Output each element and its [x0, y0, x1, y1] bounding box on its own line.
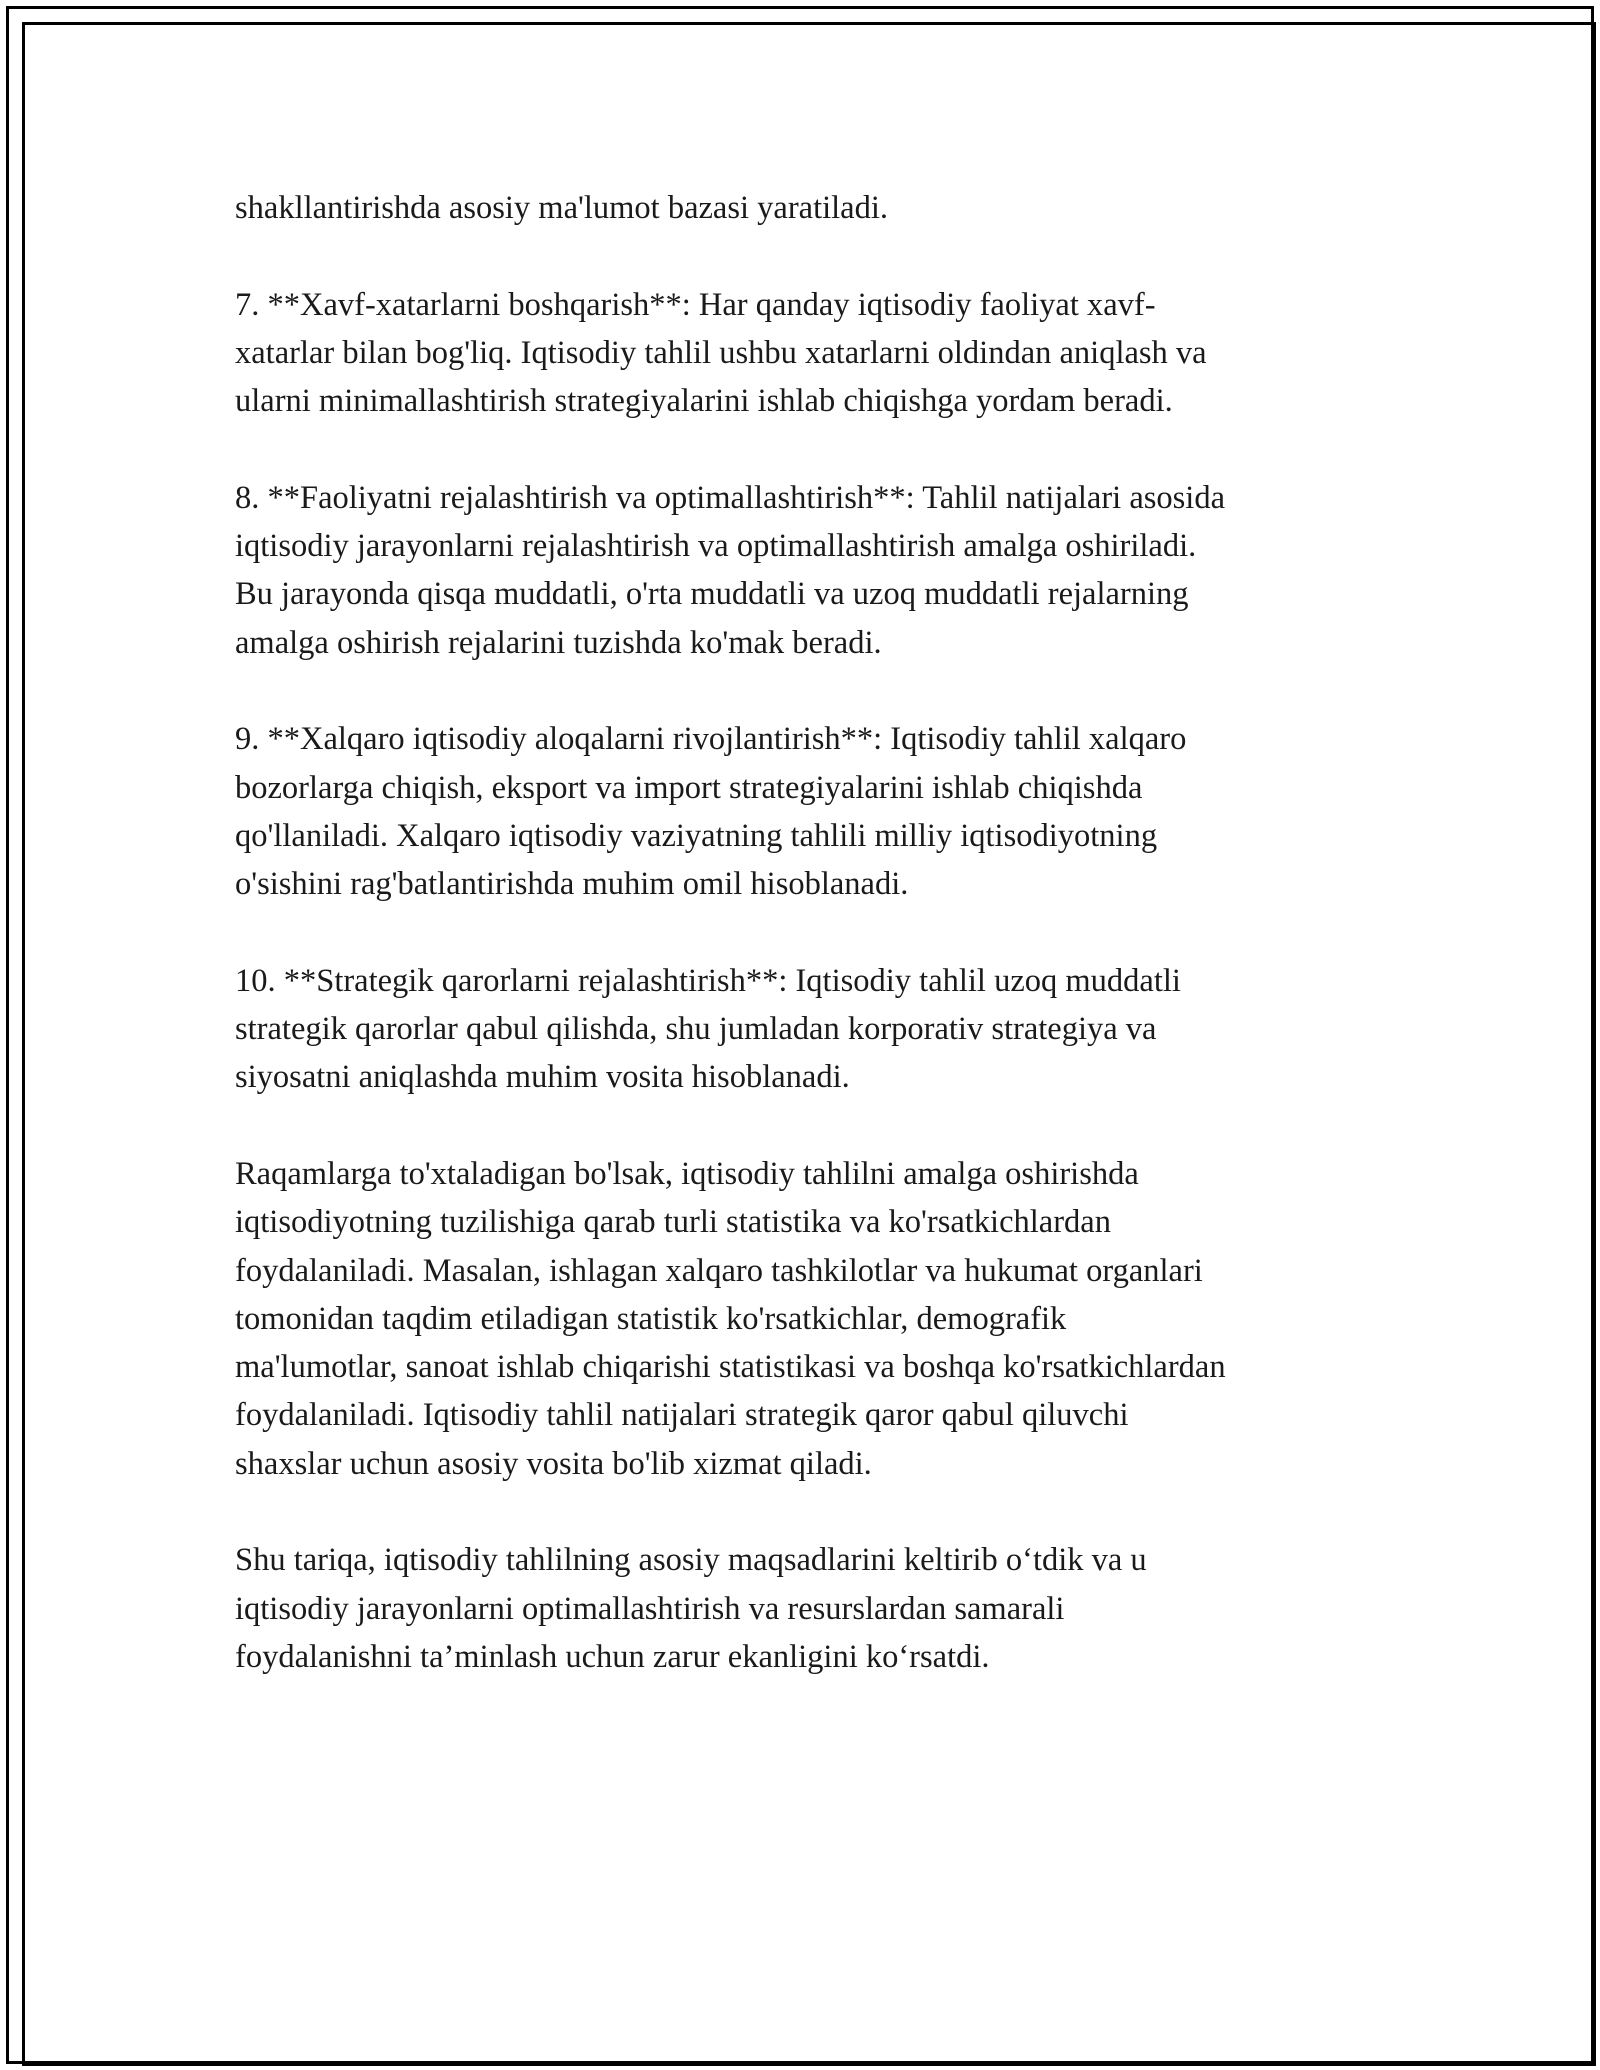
text-line: 9. **Xalqaro iqtisodiy aloqalarni rivojlantirish**: Iqtisodiy tahlil xalqaro — [235, 721, 1187, 758]
paragraph-conclusion — [235, 1536, 1365, 1681]
text-line: 8. **Faoliyatni rejalashtirish va optimallashtirish**: Tahlil natijalari asosida — [235, 479, 1225, 516]
text-line: strategik qarorlar qabul qilishda, shu jumladan korporativ strategiya va — [235, 1011, 1157, 1048]
paragraph-continuation — [235, 184, 1365, 232]
text-line: 7. **Xavf-xatarlarni boshqarish**: Har qanday iqtisodiy faoliyat xavf- — [235, 286, 1156, 323]
text-line: qo'llaniladi. Xalqaro iqtisodiy vaziyatning tahlili milliy iqtisodiyotning — [235, 817, 1158, 854]
paragraph-item-8 — [235, 474, 1365, 667]
text-line: 10. **Strategik qarorlarni rejalashtirish**: Iqtisodiy tahlil uzoq muddatli — [235, 962, 1181, 999]
text-line: foydalaniladi. Masalan, ishlagan xalqaro tashkilotlar va hukumat organlari — [235, 1252, 1203, 1289]
paragraph-item-7 — [235, 281, 1365, 426]
text-line: tomonidan taqdim etiladigan statistik ko'rsatkichlar, demografik — [235, 1300, 1067, 1337]
text-line: shaxslar uchun asosiy vosita bo'lib xizmat qiladi. — [235, 1445, 872, 1482]
paragraph-item-9 — [235, 715, 1365, 908]
text-line: iqtisodiy jarayonlarni optimallashtirish va resurslardan samarali — [235, 1590, 1065, 1627]
text-line: siyosatni aniqlashda muhim vosita hisoblanadi. — [235, 1059, 850, 1096]
text-line: shakllantirishda asosiy ma'lumot bazasi yaratiladi. — [235, 190, 888, 226]
text-line: amalga oshirish rejalarini tuzishda ko'mak beradi. — [235, 624, 882, 661]
paragraph-statistics — [235, 1150, 1365, 1488]
text-line: foydalaniladi. Iqtisodiy tahlil natijalari strategik qaror qabul qiluvchi — [235, 1397, 1129, 1434]
paragraph-item-10 — [235, 957, 1365, 1102]
text-line: Raqamlarga to'xtaladigan bo'lsak, iqtisodiy tahlilni amalga oshirishda — [235, 1155, 1139, 1192]
text-line: Shu tariqa, iqtisodiy tahlilning asosiy maqsadlarini keltirib o‘tdik va u — [235, 1542, 1147, 1579]
text-line: Bu jarayonda qisqa muddatli, o'rta muddatli va uzoq muddatli rejalarning — [235, 576, 1189, 613]
text-line: iqtisodiy jarayonlarni rejalashtirish va optimallashtirish amalga oshiriladi. — [235, 528, 1197, 565]
document-body — [235, 184, 1365, 1730]
text-line: o'sishini rag'batlantirishda muhim omil hisoblanadi. — [235, 866, 909, 903]
text-line: ularni minimallashtirish strategiyalarini ishlab chiqishga yordam beradi. — [235, 383, 1173, 420]
text-line: foydalanishni ta’minlash uchun zarur ekanligini ko‘rsatdi. — [235, 1638, 990, 1675]
text-line: xatarlar bilan bog'liq. Iqtisodiy tahlil ushbu xatarlarni oldindan aniqlash va — [235, 334, 1207, 371]
text-line: bozorlarga chiqish, eksport va import strategiyalarini ishlab chiqishda — [235, 769, 1143, 806]
text-line: ma'lumotlar, sanoat ishlab chiqarishi statistikasi va boshqa ko'rsatkichlardan — [235, 1349, 1226, 1386]
text-line: iqtisodiyotning tuzilishiga qarab turli statistika va ko'rsatkichlardan — [235, 1204, 1111, 1241]
